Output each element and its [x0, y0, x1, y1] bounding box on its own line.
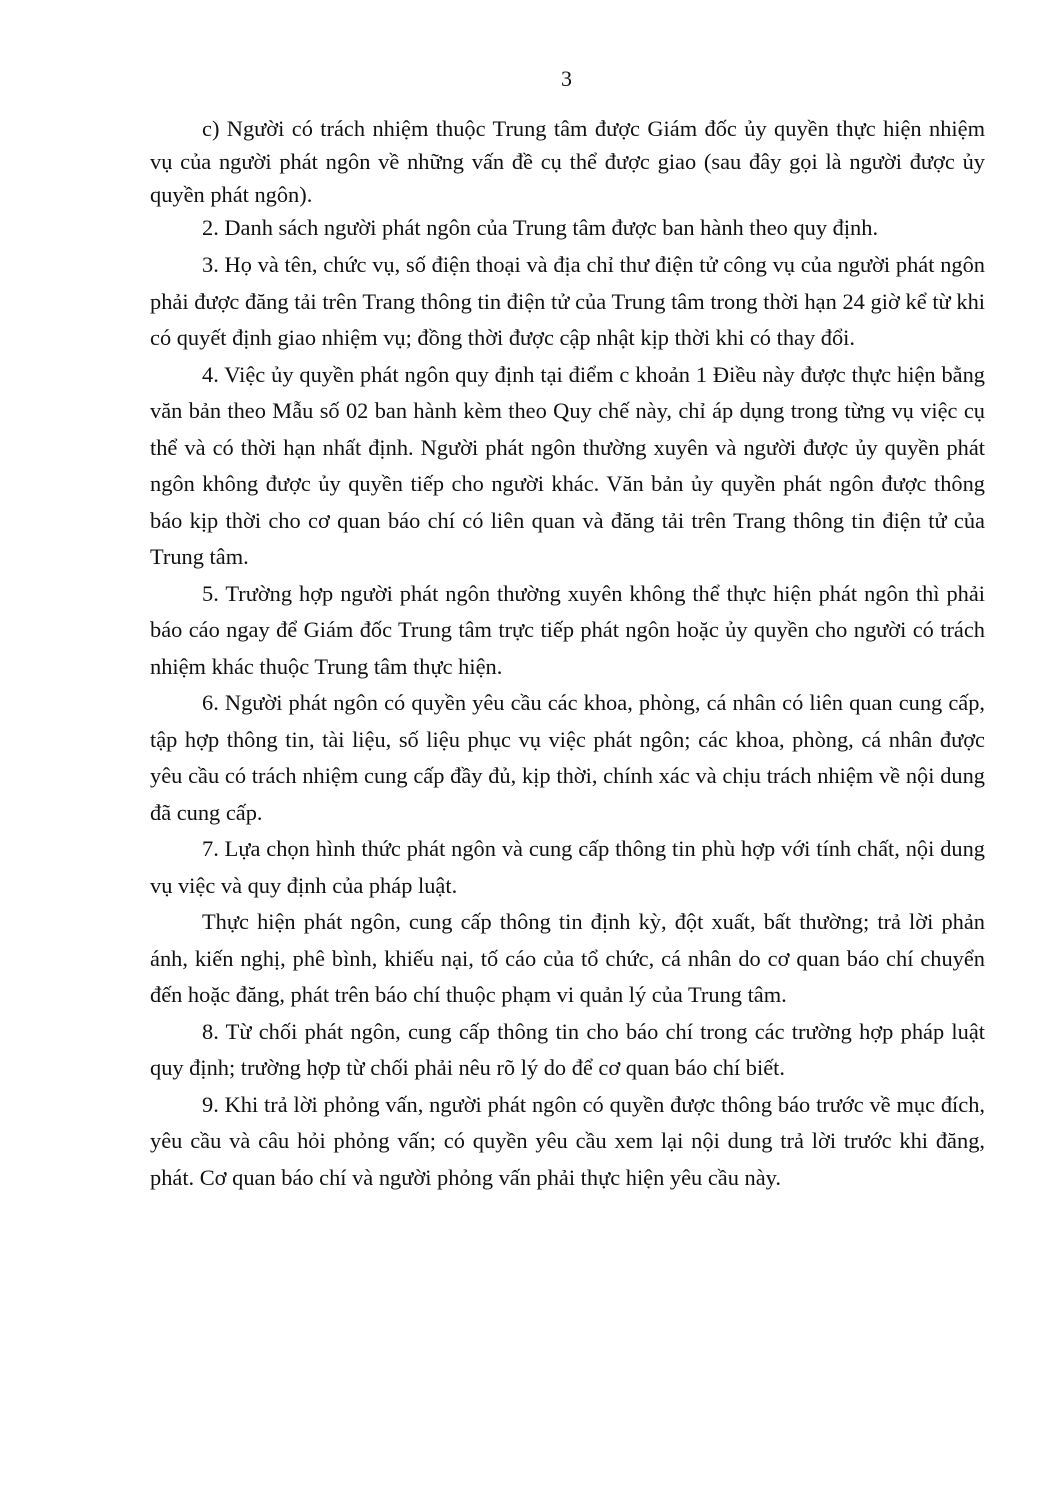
paragraph-9: 9. Khi trả lời phỏng vấn, người phát ngôn có quyền được thông báo trước về mục đích, yêu cầu và câu hỏi phỏng vấn; có quyền yêu cầu xem lại nội dung trả lời trước khi đăng, phát. Cơ quan báo chí và người phỏng vấn phải thực hiện yêu cầu này. [150, 1091, 985, 1190]
paragraph-1c: c) Người có trách nhiệm thuộc Trung tâm được Giám đốc ủy quyền thực hiện nhiệm vụ của người phát ngôn về những vấn đề cụ thể được giao (sau đây gọi là người được ủy quyền phát ngôn). [150, 116, 985, 207]
page-number: 3 [561, 66, 572, 91]
paragraph-2: 2. Danh sách người phát ngôn của Trung tâm được ban hành theo quy định. [202, 215, 879, 240]
paragraph-7: 7. Lựa chọn hình thức phát ngôn và cung cấp thông tin phù hợp với tính chất, nội dung vụ việc và quy định của pháp luật. [150, 836, 985, 898]
paragraph-7-detail: Thực hiện phát ngôn, cung cấp thông tin định kỳ, đột xuất, bất thường; trả lời phản ánh, kiến nghị, phê bình, khiếu nại, tố cáo của tổ chức, cá nhân do cơ quan báo chí chuyển đến hoặc đăng, phát trên báo chí thuộc phạm vi quản lý của Trung tâm. [150, 909, 985, 1007]
paragraph-3: 3. Họ và tên, chức vụ, số điện thoại và địa chỉ thư điện tử công vụ của người phát ngôn phải được đăng tải trên Trang thông tin điện tử của Trung tâm trong thời hạn 24 giờ kể từ khi có quyết định giao nhiệm vụ; đồng thời được cập nhật kịp thời khi có thay đổi. [150, 252, 985, 350]
paragraph-4: 4. Việc ủy quyền phát ngôn quy định tại điểm c khoản 1 Điều này được thực hiện bằng văn bản theo Mẫu số 02 ban hành kèm theo Quy chế này, chỉ áp dụng trong từng vụ việc cụ thể và có thời hạn nhất định. Người phát ngôn thường xuyên và người được ủy quyền phát ngôn không được ủy quyền tiếp cho người khác. Văn bản ủy quyền phát ngôn được thông báo kịp thời cho cơ quan báo chí có liên quan và đăng tải trên Trang thông tin điện tử của Trung tâm. [150, 361, 985, 569]
paragraph-8: 8. Từ chối phát ngôn, cung cấp thông tin cho báo chí trong các trường hợp pháp luật quy định; trường hợp từ chối phải nêu rõ lý do để cơ quan báo chí biết. [150, 1018, 985, 1080]
document-body [150, 112, 985, 1196]
paragraph-6: 6. Người phát ngôn có quyền yêu cầu các khoa, phòng, cá nhân có liên quan cung cấp, tập hợp thông tin, tài liệu, số liệu phục vụ việc phát ngôn; các khoa, phòng, cá nhân được yêu cầu có trách nhiệm cung cấp đầy đủ, kịp thời, chính xác và chịu trách nhiệm về nội dung đã cung cấp. [150, 690, 985, 825]
paragraph-5: 5. Trường hợp người phát ngôn thường xuyên không thể thực hiện phát ngôn thì phải báo cáo ngay để Giám đốc Trung tâm trực tiếp phát ngôn hoặc ủy quyền cho người có trách nhiệm khác thuộc Trung tâm thực hiện. [150, 580, 985, 679]
